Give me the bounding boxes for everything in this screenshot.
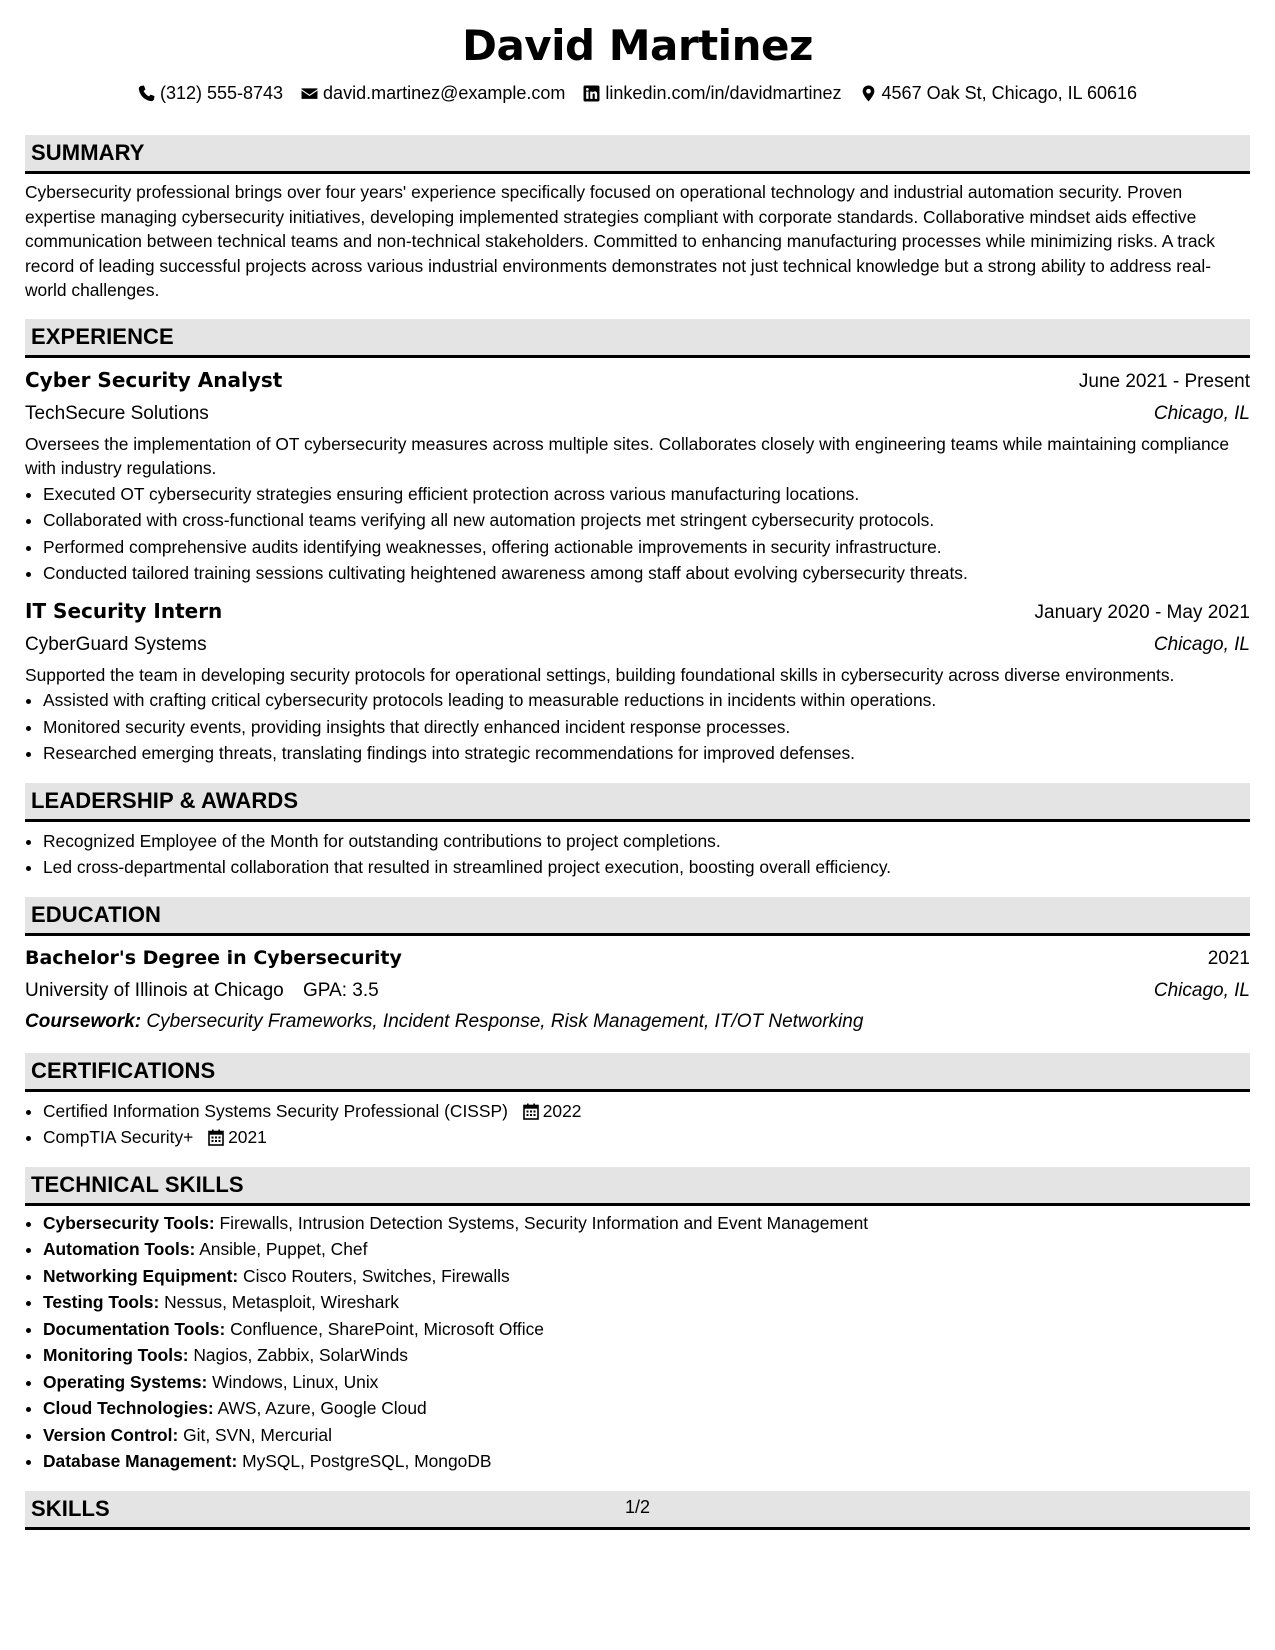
coursework-list: Cybersecurity Frameworks, Incident Response, Risk Management, IT/OT Networking [146, 1010, 864, 1032]
skill-values: Git, SVN, Mercurial [183, 1424, 332, 1445]
list-item: • Recognized Employee of the Month for outstanding contributions to project completions. [43, 828, 1250, 855]
list-item [43, 1422, 1250, 1449]
contact-phone [138, 81, 283, 105]
skill-category: Database Management: [43, 1451, 238, 1471]
education-entry [25, 942, 1250, 1037]
skill-category: Operating Systems: [43, 1371, 208, 1392]
experience-entry [25, 595, 1250, 767]
school-line [25, 975, 379, 1007]
certification-name: CompTIA Security+ [43, 1127, 194, 1147]
candidate-name: David Martinez [462, 21, 813, 70]
list-item: • Collaborated with cross-functional teams verifying all new automation projects met stringent cybersecurity protocols. [43, 507, 1250, 534]
gpa: GPA: 3.5 [303, 979, 379, 1001]
contact-address [860, 81, 1138, 105]
skill-values: MySQL, PostgreSQL, MongoDB [242, 1451, 492, 1471]
list-item [43, 1210, 1250, 1237]
section-header-technical-skills [25, 1167, 1250, 1206]
job-dates: June 2021 - Present [1078, 370, 1250, 392]
leadership-list [25, 828, 1250, 881]
job-bullets [25, 687, 1250, 767]
list-item [43, 1369, 1250, 1396]
list-item [43, 1124, 1250, 1151]
calendar-icon [208, 1129, 224, 1146]
section-title: TECHNICAL SKILLS [31, 1171, 244, 1197]
phone-icon [138, 85, 155, 102]
list-item [43, 1316, 1250, 1343]
address-text: 4567 Oak St, Chicago, IL 60616 [881, 83, 1138, 103]
school-name: University of Illinois at Chicago [25, 979, 284, 1001]
list-item: • Assisted with crafting critical cybersecurity protocols leading to measurable reductions in incidents within operations. [43, 687, 1250, 714]
list-item: • Performed comprehensive audits identifying weaknesses, offering actionable improvements in security infrastructure. [43, 534, 1250, 561]
envelope-icon [301, 85, 318, 102]
experience-entry [25, 364, 1250, 587]
phone-number: (312) 555-8743 [159, 83, 284, 103]
page-number: 1/2 [624, 1497, 651, 1517]
technical-skills-list [25, 1210, 1250, 1475]
map-marker-icon [860, 85, 877, 102]
contact-email [301, 81, 565, 105]
job-title: Cyber Security Analyst [25, 367, 283, 392]
job-dates: January 2020 - May 2021 [1034, 601, 1250, 623]
skill-values: AWS, Azure, Google Cloud [217, 1398, 427, 1418]
section-header-leadership [25, 783, 1250, 822]
contact-bar [25, 81, 1250, 105]
resume-page [25, 18, 1250, 1530]
company-name: TechSecure Solutions [25, 402, 209, 424]
section-title: SUMMARY [31, 140, 145, 165]
section-header-education [25, 897, 1250, 936]
list-item [43, 1342, 1250, 1369]
company-name: CyberGuard Systems [25, 633, 207, 655]
coursework [25, 1007, 1250, 1037]
list-item [43, 1098, 1250, 1125]
skill-values: Firewalls, Intrusion Detection Systems, Security Information and Event Management [219, 1212, 869, 1233]
linkedin-link[interactable]: linkedin.com/in/davidmartinez [605, 83, 842, 103]
degree-title: Bachelor's Degree in Cybersecurity [25, 946, 402, 969]
list-item: • Executed OT cybersecurity strategies ensuring efficient protection across various manufacturing locations. [43, 481, 1250, 508]
skill-values: Windows, Linux, Unix [212, 1371, 379, 1392]
linkedin-icon [583, 85, 600, 102]
job-location: Chicago, IL [1153, 633, 1250, 655]
list-item: • Conducted tailored training sessions cultivating heightened awareness among staff about evolving cybersecurity threats. [43, 560, 1250, 587]
calendar-icon [523, 1103, 539, 1120]
list-item: • Monitored security events, providing insights that directly enhanced incident response processes. [43, 714, 1250, 741]
job-title: IT Security Intern [25, 598, 223, 623]
job-location: Chicago, IL [1153, 402, 1250, 424]
skill-category: Testing Tools: [43, 1292, 160, 1312]
certification-year: 2021 [228, 1127, 267, 1147]
skill-category: Networking Equipment: [43, 1265, 239, 1286]
skill-values: Nessus, Metasploit, Wireshark [164, 1292, 399, 1312]
skill-category: Automation Tools: [43, 1239, 196, 1259]
section-header-certifications [25, 1053, 1250, 1092]
job-bullets [25, 481, 1250, 587]
section-header-experience [25, 319, 1250, 358]
skill-category: Cloud Technologies: [43, 1398, 214, 1418]
job-description: Oversees the implementation of OT cybersecurity measures across multiple sites. Collaborates closely with engineering teams while maintaining compliance with industry regulations. [25, 433, 1230, 478]
list-item: • Researched emerging threats, translating findings into strategic recommendations for improved defenses. [43, 740, 1250, 767]
skill-values: Ansible, Puppet, Chef [199, 1239, 368, 1259]
skill-category: Documentation Tools: [43, 1318, 226, 1339]
list-item [43, 1263, 1250, 1290]
section-title: EDUCATION [31, 901, 162, 927]
list-item: • Led cross-departmental collaboration that resulted in streamlined project execution, boosting overall efficiency. [43, 854, 1250, 881]
skill-values: Cisco Routers, Switches, Firewalls [243, 1265, 510, 1286]
certification-year: 2022 [542, 1100, 582, 1121]
skill-values: Nagios, Zabbix, SolarWinds [193, 1345, 408, 1365]
list-item [43, 1289, 1250, 1316]
skill-category: Monitoring Tools: [43, 1345, 189, 1365]
email-link[interactable]: david.martinez@example.com [323, 83, 566, 103]
list-item [43, 1395, 1250, 1422]
contact-linkedin [583, 81, 841, 105]
skill-category: Cybersecurity Tools: [43, 1212, 215, 1233]
job-description: Supported the team in developing security protocols for operational settings, building foundational skills in cybersecurity across diverse environments. [25, 664, 1175, 685]
skill-category: Version Control: [43, 1424, 179, 1445]
section-title: SKILLS [31, 1495, 110, 1521]
summary-text: Cybersecurity professional brings over four years' experience specifically focused on operational technology and industrial automation security. Proven expertise managing cybersecurity initiatives, developing implemented strategies compliant with corporate standards. Collaborative mindset aids effective communication between technical teams and non-technical stakeholders. Committed to enhancing manufacturing processes while minimizing risks. A track record of leading successful projects across various industrial environments demonstrates not just technical knowledge but a strong ability to address real-world challenges. [25, 182, 1215, 300]
skill-values: Confluence, SharePoint, Microsoft Office [230, 1318, 544, 1339]
school-location: Chicago, IL [1153, 979, 1250, 1001]
certifications-list [25, 1098, 1250, 1151]
section-title: EXPERIENCE [31, 323, 174, 349]
certification-name: Certified Information Systems Security Professional (CISSP) [43, 1100, 508, 1121]
section-title: CERTIFICATIONS [31, 1057, 216, 1083]
list-item [43, 1448, 1250, 1475]
coursework-label: Coursework: [25, 1010, 142, 1032]
list-item [43, 1236, 1250, 1263]
section-header-summary [25, 135, 1250, 174]
graduation-year: 2021 [1207, 947, 1250, 969]
section-title: LEADERSHIP & AWARDS [31, 787, 299, 813]
